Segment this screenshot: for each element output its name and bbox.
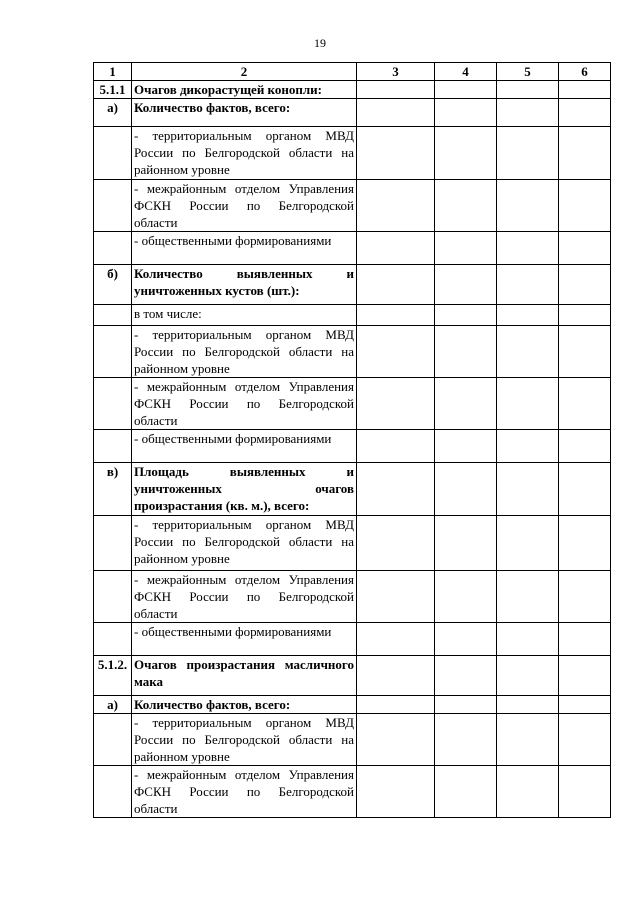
empty-cell	[435, 516, 497, 571]
row-label: - общественными формированиями	[132, 430, 357, 463]
row-number	[94, 127, 132, 180]
empty-cell	[559, 766, 611, 818]
empty-cell	[559, 326, 611, 378]
table-row	[94, 99, 611, 127]
table-row	[94, 571, 611, 623]
empty-cell	[435, 696, 497, 714]
empty-cell	[357, 430, 435, 463]
row-label: Количество фактов, всего:	[132, 99, 357, 127]
empty-cell	[357, 463, 435, 516]
row-label: - межрайонным отделом Управления ФСКН России по Белгородской области	[132, 766, 357, 818]
empty-cell	[497, 232, 559, 265]
empty-cell	[559, 127, 611, 180]
empty-cell	[435, 127, 497, 180]
empty-cell	[435, 623, 497, 656]
column-header: 1	[94, 63, 132, 81]
row-number: 5.1.2.	[94, 656, 132, 696]
empty-cell	[497, 305, 559, 326]
table-row	[94, 463, 611, 516]
empty-cell	[559, 430, 611, 463]
empty-cell	[357, 623, 435, 656]
column-header: 5	[497, 63, 559, 81]
column-header: 3	[357, 63, 435, 81]
empty-cell	[435, 99, 497, 127]
empty-cell	[559, 571, 611, 623]
empty-cell	[435, 305, 497, 326]
row-label: - межрайонным отделом Управления ФСКН России по Белгородской области	[132, 571, 357, 623]
table-row	[94, 127, 611, 180]
empty-cell	[357, 180, 435, 232]
row-number	[94, 516, 132, 571]
row-number	[94, 714, 132, 766]
empty-cell	[357, 127, 435, 180]
table-row	[94, 656, 611, 696]
empty-cell	[357, 326, 435, 378]
row-label: Очагов произрастания масличного мака	[132, 656, 357, 696]
empty-cell	[497, 714, 559, 766]
table-row	[94, 516, 611, 571]
row-label: - общественными формированиями	[132, 232, 357, 265]
empty-cell	[497, 516, 559, 571]
row-label: Очагов дикорастущей конопли:	[132, 81, 357, 99]
empty-cell	[497, 696, 559, 714]
empty-cell	[559, 265, 611, 305]
row-number: б)	[94, 265, 132, 305]
empty-cell	[357, 265, 435, 305]
table-row	[94, 180, 611, 232]
empty-cell	[559, 714, 611, 766]
empty-cell	[357, 99, 435, 127]
empty-cell	[559, 378, 611, 430]
empty-cell	[497, 81, 559, 99]
empty-cell	[435, 571, 497, 623]
empty-cell	[435, 265, 497, 305]
empty-cell	[357, 232, 435, 265]
empty-cell	[497, 378, 559, 430]
empty-cell	[497, 326, 559, 378]
empty-cell	[435, 232, 497, 265]
row-label: - территориальным органом МВД России по Белгородской области на районном уровне	[132, 516, 357, 571]
table-row	[94, 265, 611, 305]
column-header: 6	[559, 63, 611, 81]
empty-cell	[497, 571, 559, 623]
empty-cell	[435, 656, 497, 696]
row-label: - территориальным органом МВД России по Белгородской области на районном уровне	[132, 127, 357, 180]
empty-cell	[357, 696, 435, 714]
empty-cell	[559, 180, 611, 232]
row-number: в)	[94, 463, 132, 516]
empty-cell	[435, 180, 497, 232]
empty-cell	[497, 180, 559, 232]
empty-cell	[497, 99, 559, 127]
empty-cell	[497, 265, 559, 305]
row-number: а)	[94, 99, 132, 127]
empty-cell	[497, 127, 559, 180]
table-row	[94, 696, 611, 714]
empty-cell	[559, 232, 611, 265]
empty-cell	[559, 305, 611, 326]
empty-cell	[357, 305, 435, 326]
table-row	[94, 232, 611, 265]
empty-cell	[559, 81, 611, 99]
empty-cell	[497, 623, 559, 656]
empty-cell	[435, 766, 497, 818]
row-label: - территориальным органом МВД России по Белгородской области на районном уровне	[132, 714, 357, 766]
empty-cell	[357, 81, 435, 99]
empty-cell	[559, 696, 611, 714]
column-header: 2	[132, 63, 357, 81]
row-number: а)	[94, 696, 132, 714]
page-number: 19	[314, 36, 326, 50]
row-number	[94, 232, 132, 265]
table-row	[94, 766, 611, 818]
row-number	[94, 378, 132, 430]
empty-cell	[559, 463, 611, 516]
row-number	[94, 571, 132, 623]
empty-cell	[497, 430, 559, 463]
row-label: - межрайонным отделом Управления ФСКН России по Белгородской области	[132, 180, 357, 232]
table-row	[94, 623, 611, 656]
empty-cell	[357, 571, 435, 623]
row-label: - территориальным органом МВД России по Белгородской области на районном уровне	[132, 326, 357, 378]
row-label: - общественными формированиями	[132, 623, 357, 656]
empty-cell	[357, 516, 435, 571]
empty-cell	[497, 656, 559, 696]
table-row	[94, 714, 611, 766]
row-label: - межрайонным отделом Управления ФСКН России по Белгородской области	[132, 378, 357, 430]
table-row	[94, 430, 611, 463]
empty-cell	[435, 81, 497, 99]
row-label: Площадь выявленных и уничтоженных очагов произрастания (кв. м.), всего:	[132, 463, 357, 516]
row-number	[94, 623, 132, 656]
statistics-table	[93, 62, 611, 818]
empty-cell	[357, 656, 435, 696]
empty-cell	[497, 463, 559, 516]
table-row	[94, 305, 611, 326]
empty-cell	[435, 378, 497, 430]
empty-cell	[435, 430, 497, 463]
empty-cell	[559, 516, 611, 571]
empty-cell	[357, 714, 435, 766]
table-row	[94, 326, 611, 378]
row-number	[94, 326, 132, 378]
empty-cell	[559, 99, 611, 127]
empty-cell	[435, 326, 497, 378]
row-number	[94, 180, 132, 232]
row-label: Количество фактов, всего:	[132, 696, 357, 714]
empty-cell	[497, 766, 559, 818]
empty-cell	[357, 378, 435, 430]
table-header-row	[94, 63, 611, 81]
row-number: 5.1.1	[94, 81, 132, 99]
row-number	[94, 766, 132, 818]
row-number	[94, 305, 132, 326]
empty-cell	[357, 766, 435, 818]
column-header: 4	[435, 63, 497, 81]
row-label: Количество выявленных и уничтоженных кустов (шт.):	[132, 265, 357, 305]
empty-cell	[435, 463, 497, 516]
empty-cell	[559, 623, 611, 656]
table-row	[94, 378, 611, 430]
table-row	[94, 81, 611, 99]
row-number	[94, 430, 132, 463]
empty-cell	[559, 656, 611, 696]
empty-cell	[435, 714, 497, 766]
row-label: в том числе:	[132, 305, 357, 326]
